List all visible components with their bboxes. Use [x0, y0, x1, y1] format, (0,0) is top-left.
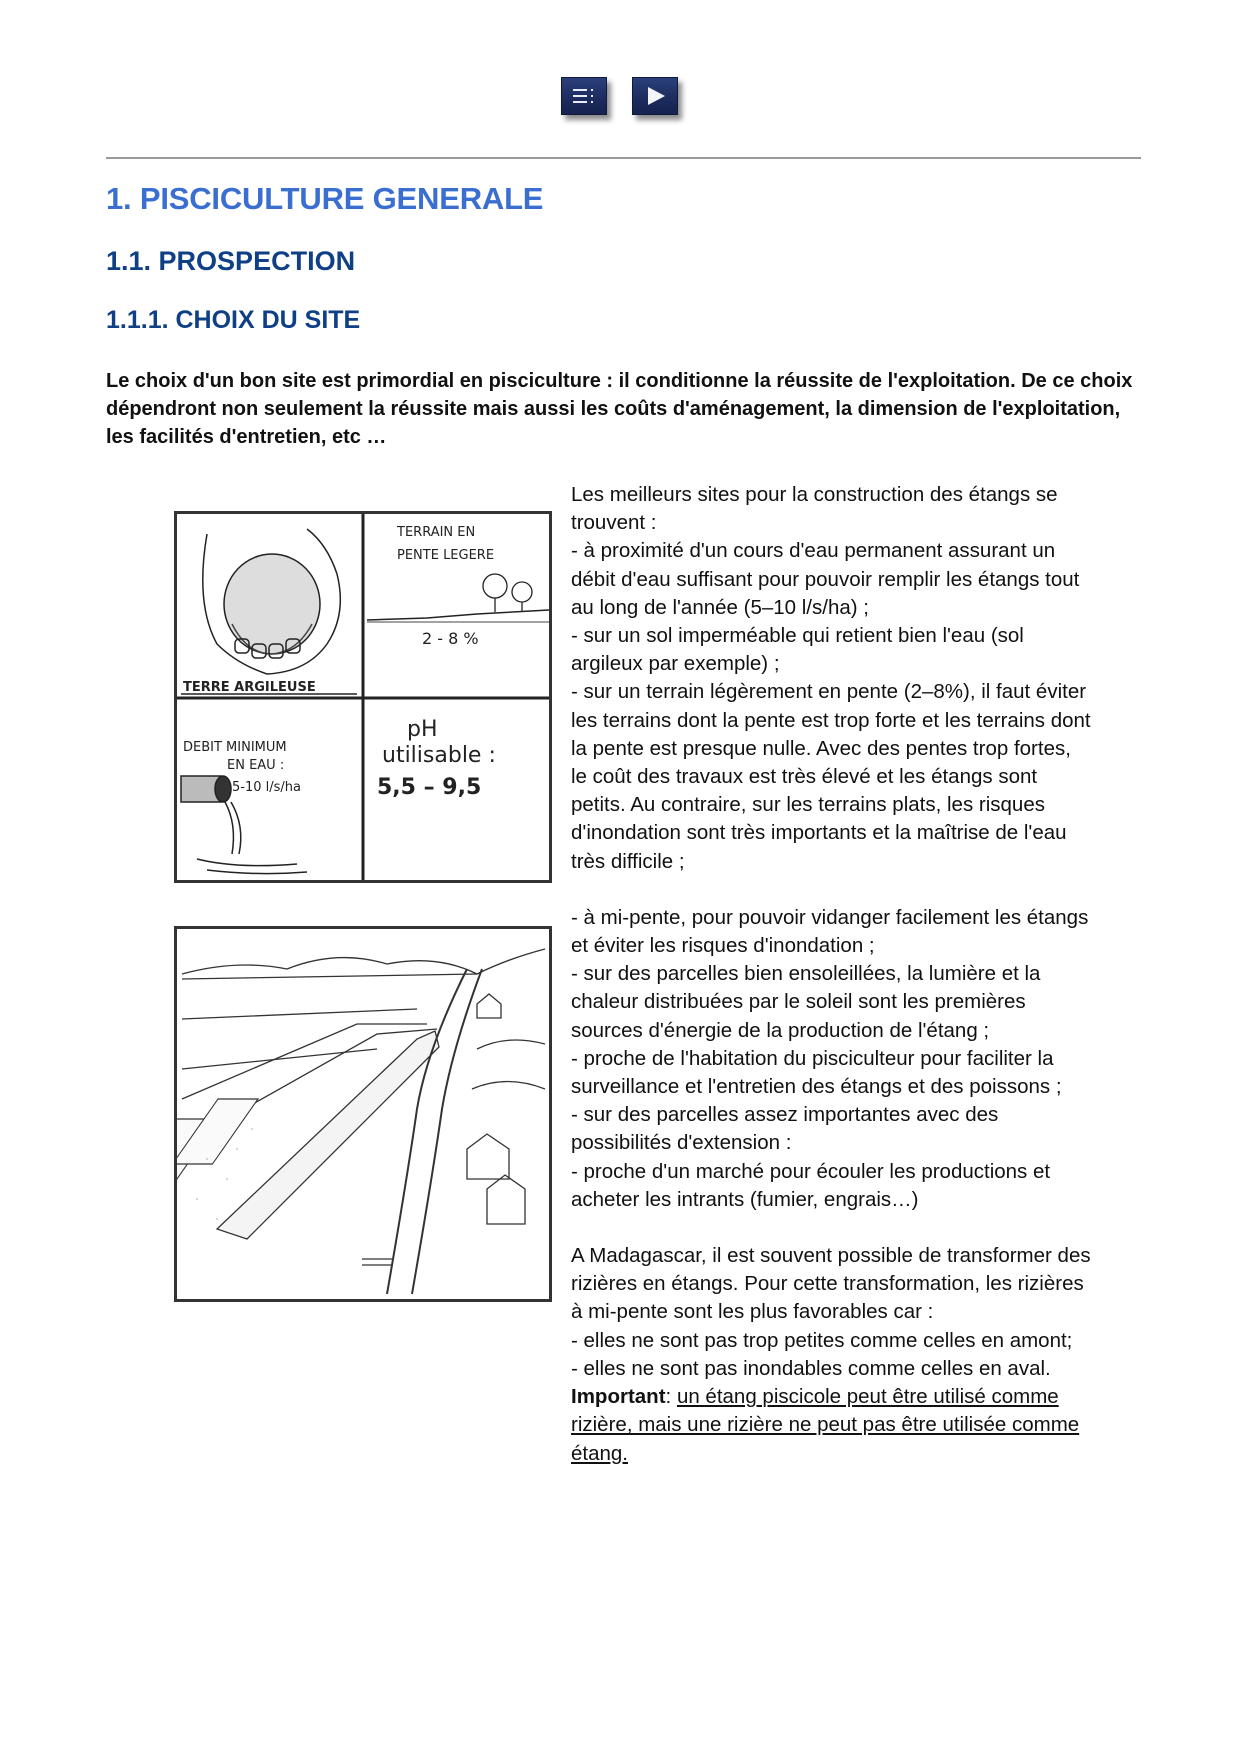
important-note: [571, 1383, 1091, 1468]
svg-text:DEBIT MINIMUM: DEBIT MINIMUM: [183, 740, 287, 755]
chapter-title: 1. PISCICULTURE GENERALE: [106, 181, 544, 216]
hand-clay-sketch: [203, 529, 341, 674]
section-title: 1.1. PROSPECTION: [106, 246, 356, 276]
svg-text:pH: pH: [407, 717, 438, 742]
svg-text:TERRAIN EN: TERRAIN EN: [397, 525, 476, 540]
list-item: - sur des parcelles assez importantes avec des possibilités d'extension :: [571, 1103, 999, 1155]
svg-text:PENTE LEGERE: PENTE LEGERE: [397, 548, 495, 563]
list-item: - sur des parcelles bien ensoleillées, la lumière et la chaleur distribuées par le soleil sont les premières sources d'énergie de la production de l'étang ;: [571, 962, 1041, 1042]
important-label: Important: [571, 1385, 666, 1409]
list-item: - proche de l'habitation du pisciculteur pour faciliter la surveillance et l'entretien des étangs et des poissons ;: [571, 1046, 1062, 1099]
important-separator: :: [665, 1385, 677, 1409]
svg-text:TERRE ARGILEUSE: TERRE ARGILEUSE: [183, 680, 316, 695]
horizontal-divider: [106, 157, 1141, 159]
list-item: - proche d'un marché pour écouler les productions et acheter les intrants (fumier, engrais…): [571, 1159, 1051, 1211]
list-item: - à mi-pente, pour pouvoir vidanger facilement les étangs et éviter les risques d'inondation ;: [571, 905, 1089, 958]
site-criteria-text: [571, 481, 1091, 1468]
svg-text:5,5 – 9,5: 5,5 – 9,5: [377, 775, 482, 800]
svg-text:EN EAU :: EN EAU :: [227, 758, 285, 773]
tree-sketch: [483, 574, 532, 612]
list-item: - sur un terrain légèrement en pente (2–8%), il faut éviter les terrains dont la pente est trop forte et les terrains dont la pente est presque nulle. Avec des pentes trop fortes, le coût des travaux est très élevé et les étangs sont petits. Au contraire, sur les terrains plats, les risques d'inondation sont très importants et la maîtrise de l'eau très difficile ;: [571, 680, 1091, 873]
list-item: - elles ne sont pas inondables comme celles en aval.: [571, 1356, 1051, 1380]
fish-ponds-landscape-illustration: [174, 926, 552, 1302]
list-item: - elles ne sont pas trop petites comme celles en amont;: [571, 1328, 1073, 1352]
svg-text:2 - 8 %: 2 - 8 %: [422, 629, 479, 648]
list-item: - à proximité d'un cours d'eau permanent assurant un débit d'eau suffisant pour pouvoir remplir les étangs tout au long de l'année (5–10 l/s/ha) ;: [571, 539, 1080, 619]
subsection-title: 1.1.1. CHOIX DU SITE: [106, 306, 361, 334]
svg-text:utilisable :: utilisable :: [382, 743, 496, 768]
important-text: un étang piscicole peut être utilisé comme rizière, mais une rizière ne peut pas être utilisée comme étang.: [571, 1385, 1080, 1465]
svg-text:5-10 l/s/ha: 5-10 l/s/ha: [232, 780, 301, 795]
intro-paragraph: Le choix d'un bon site est primordial en pisciculture : il conditionne la réussite de l'exploitation. De ce choix dépendront non seulement la réussite mais aussi les coûts d'aménagement, la dimension de l'exploitation, les facilités d'entretien, etc …: [106, 370, 1133, 448]
list-item: - sur un sol imperméable qui retient bien l'eau (sol argileux par exemple) ;: [571, 624, 1024, 676]
table-of-contents-button[interactable]: [561, 77, 607, 115]
play-next-icon: [642, 86, 668, 106]
site-criteria-illustration: [174, 511, 552, 883]
navigation-bar: [0, 77, 1240, 123]
toc-menu-icon: [571, 86, 597, 106]
paragraph: A Madagascar, il est souvent possible de transformer des rizières en étangs. Pour cette transformation, les rizières à mi-pente sont les plus favorables car :: [571, 1244, 1091, 1324]
next-page-button[interactable]: [632, 77, 678, 115]
paragraph: Les meilleurs sites pour la construction des étangs se trouvent :: [571, 483, 1058, 535]
